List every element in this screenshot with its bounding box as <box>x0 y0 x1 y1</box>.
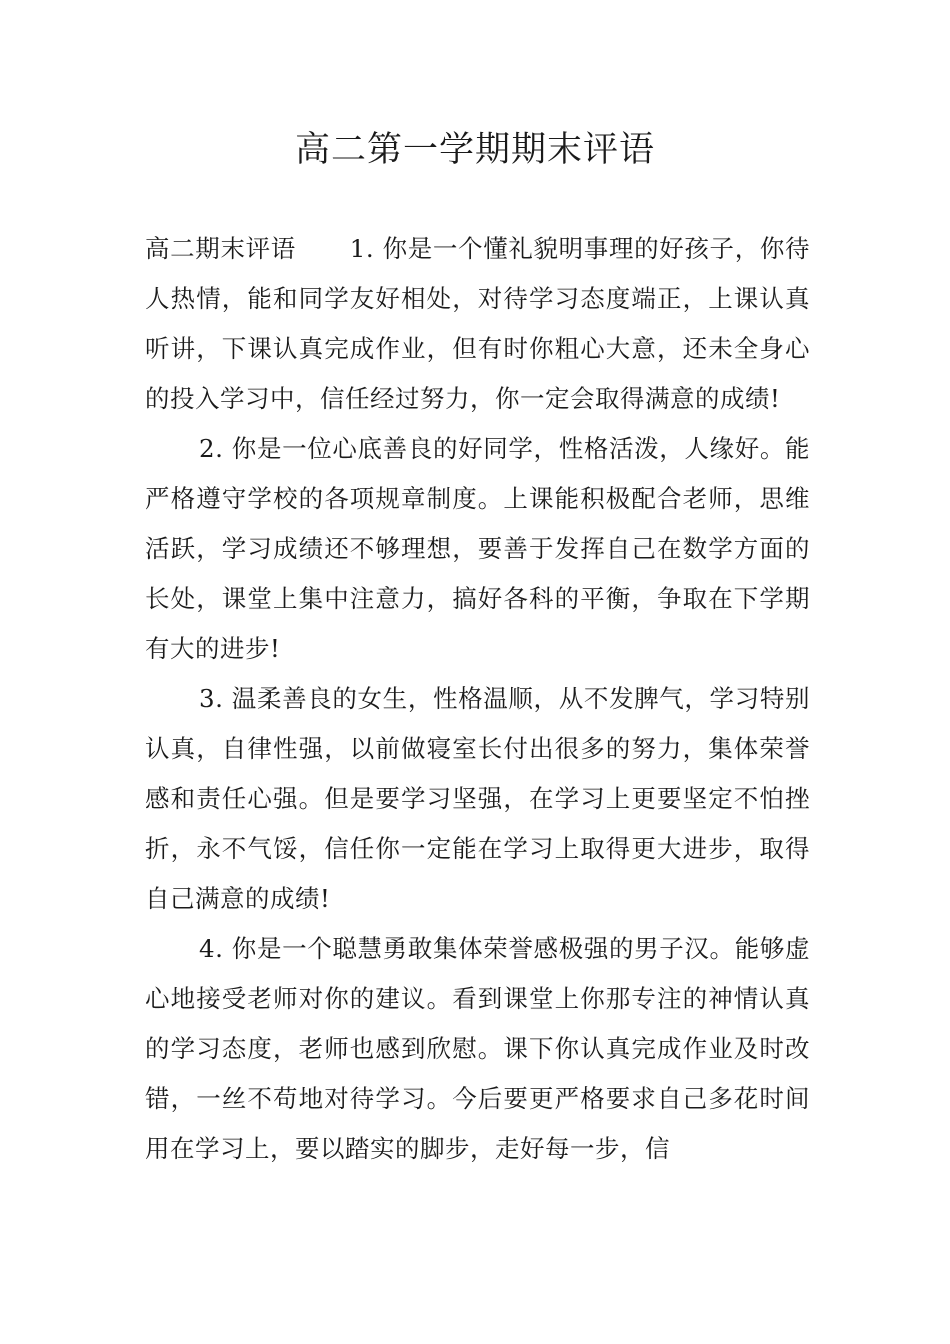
paragraph-1 <box>145 224 810 424</box>
intro-label: 高二期末评语 <box>145 234 296 263</box>
document-title: 高二第一学期期末评语 <box>294 130 655 170</box>
paragraph-3: 3. 温柔善良的女生，性格温顺，从不发脾气，学习特别认真，自律性强，以前做寝室长付出很多的努力，集体荣誉感和责任心强。但是要学习坚强，在学习上更要坚定不怕挫折，永不气馁，信任你一定能在学习上取得更大进步，取得自己满意的成绩! <box>145 684 810 913</box>
paragraph-2: 2. 你是一位心底善良的好同学，性格活泼，人缘好。能严格遵守学校的各项规章制度。上课能积极配合老师，思维活跃，学习成绩还不够理想，要善于发挥自己在数学方面的长处，课堂上集中注意力，搞好各科的平衡，争取在下学期有大的进步! <box>145 434 810 663</box>
paragraph-1-text: 1. 你是一个懂礼貌明事理的好孩子，你待人热情，能和同学友好相处，对待学习态度端正，上课认真听讲，下课认真完成作业，但有时你粗心大意，还未全身心的投入学习中，信任经过努力，你一定会取得满意的成绩! <box>145 234 810 413</box>
paragraph-4: 4. 你是一个聪慧勇敢集体荣誉感极强的男子汉。能够虚心地接受老师对你的建议。看到课堂上你那专注的神情认真的学习态度，老师也感到欣慰。课下你认真完成作业及时改错，一丝不苟地对待学习。今后要更严格要求自己多花时间用在学习上，要以踏实的脚步，走好每一步，信 <box>145 934 810 1163</box>
document-body <box>145 224 810 1174</box>
